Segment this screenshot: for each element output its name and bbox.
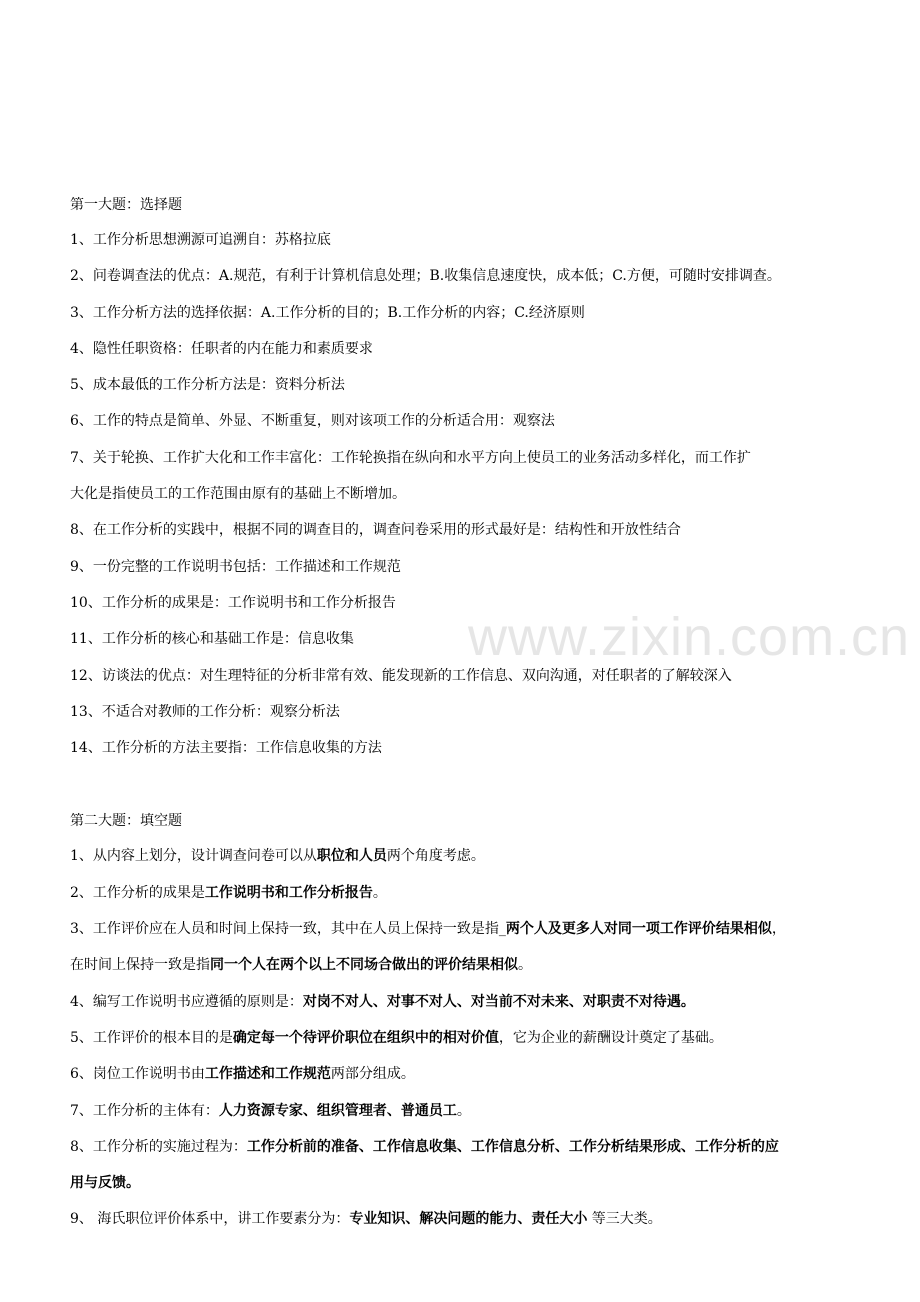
fill-item-3-suffix: ， [771, 921, 786, 938]
fill-item-1-text: 1、从内容上划分，设计调查问卷可以从 [70, 848, 317, 865]
fill-item-2 [70, 875, 870, 911]
choice-item-7: 7、关于轮换、工作扩大化和工作丰富化：工作轮换指在纵向和水平方向上使员工的业务活动多样化，而工作扩 [70, 449, 751, 466]
fill-item-1-suffix: 两个角度考虑。 [386, 848, 485, 865]
fill-item-7 [70, 1093, 870, 1129]
fill-item-4 [70, 984, 870, 1020]
fill-item-6-answer: 工作描述和工作规范 [204, 1066, 331, 1083]
fill-item-6 [70, 1056, 870, 1092]
choice-item-9: 9、一份完整的工作说明书包括：工作描述和工作规范 [70, 558, 401, 575]
fill-item-5-answer: 确定每一个待评价职位在组织中的相对价值 [232, 1029, 499, 1046]
fill-item-7-suffix: 。 [456, 1102, 471, 1119]
fill-item-3-text: 3、工作评价应在人员和时间上保持一致，其中在人员上保持一致是指_ [70, 921, 506, 938]
choice-item-13: 13、不适合对教师的工作分析：观察分析法 [70, 703, 340, 720]
choice-item-4: 4、隐性任职资格：任职者的内在能力和素质要求 [70, 340, 373, 357]
choice-item-8: 8、在工作分析的实践中，根据不同的调查目的，调查问卷采用的形式最好是：结构性和开放性结合 [70, 522, 681, 539]
fill-item-2-text: 2、工作分析的成果是 [70, 884, 205, 901]
fill-item-7-answer: 人力资源专家、组织管理者、普通员工 [218, 1102, 457, 1119]
fill-item-3-suffix-2: 。 [518, 957, 532, 974]
choice-item-6: 6、工作的特点是简单、外显、不断重复，则对该项工作的分析适合用：观察法 [70, 413, 555, 430]
choice-item-12: 12、访谈法的优点：对生理特征的分析非常有效、能发现新的工作信息、双向沟通，对任职者的了解较深入 [70, 667, 732, 684]
fill-item-4-answer: 对岗不对人、对事不对人、对当前不对未来、对职责不对待遇。 [302, 993, 695, 1010]
fill-item-6-suffix: 两部分组成。 [330, 1066, 415, 1083]
fill-item-5 [70, 1020, 870, 1056]
choice-item-7-continued: 大化是指使员工的工作范围由原有的基础上不断增加。 [70, 486, 406, 503]
fill-item-9-answer: 专业知识、解决问题的能力、责任大小 [349, 1211, 588, 1228]
fill-item-2-suffix: 。 [372, 884, 387, 901]
fill-item-1-answer: 职位和人员 [316, 848, 387, 865]
choice-item-11: 11、工作分析的核心和基础工作是：信息收集 [70, 631, 354, 648]
fill-item-8-continued [70, 1165, 870, 1201]
fill-item-4-text: 4、编写工作说明书应遵循的原则是： [70, 993, 303, 1010]
choice-item-14: 14、工作分析的方法主要指：工作信息收集的方法 [70, 740, 382, 757]
fill-item-8 [70, 1129, 870, 1165]
choice-item-5: 5、成本最低的工作分析方法是：资料分析法 [70, 377, 345, 394]
section-gap [70, 766, 870, 804]
fill-item-3-continued [70, 947, 870, 983]
document-page [70, 188, 870, 1238]
fill-item-8-answer-2: 用与反馈。 [70, 1175, 140, 1192]
fill-item-1 [70, 838, 870, 874]
fill-item-9-text: 9、 海氏职位评价体系中，讲工作要素分为： [70, 1211, 350, 1228]
fill-item-3-text-2: 在时间上保持一致是指 [70, 957, 210, 974]
choice-item-2: 2、问卷调查法的优点：A.规范，有利于计算机信息处理；B.收集信息速度快，成本低；C.方便，可随时安排调查。 [70, 268, 781, 285]
choice-item-10: 10、工作分析的成果是：工作说明书和工作分析报告 [70, 594, 396, 611]
fill-item-2-answer: 工作说明书和工作分析报告 [204, 884, 373, 901]
fill-item-9 [70, 1201, 870, 1237]
fill-item-8-text: 8、工作分析的实施过程为： [70, 1138, 247, 1155]
fill-item-8-answer: 工作分析前的准备、工作信息收集、工作信息分析、工作分析结果形成、工作分析的应 [246, 1138, 779, 1155]
fill-item-3-answer-2: 同一个人在两个以上不同场合做出的评价结果相似 [210, 957, 518, 974]
fill-item-5-text: 5、工作评价的根本目的是 [70, 1029, 233, 1046]
fill-item-6-text: 6、岗位工作说明书由 [70, 1066, 205, 1083]
fill-item-3 [70, 911, 870, 947]
watermark: www.zixin.com.cn [468, 607, 911, 667]
section-1-title: 第一大题：选择题 [70, 197, 182, 213]
fill-item-3-answer: 两个人及更多人对同一项工作评价结果相似 [505, 921, 772, 938]
fill-item-9-suffix: 等三大类。 [587, 1211, 662, 1228]
section-2-title: 第二大题：填空题 [70, 813, 182, 830]
fill-item-7-text: 7、工作分析的主体有： [70, 1102, 219, 1119]
choice-item-1: 1、工作分析思想溯源可追溯自：苏格拉底 [70, 232, 331, 248]
fill-item-5-suffix: ，它为企业的薪酬设计奠定了基础。 [498, 1029, 723, 1046]
choice-item-3: 3、工作分析方法的选择依据：A.工作分析的目的；B.工作分析的内容；C.经济原则 [70, 304, 585, 321]
